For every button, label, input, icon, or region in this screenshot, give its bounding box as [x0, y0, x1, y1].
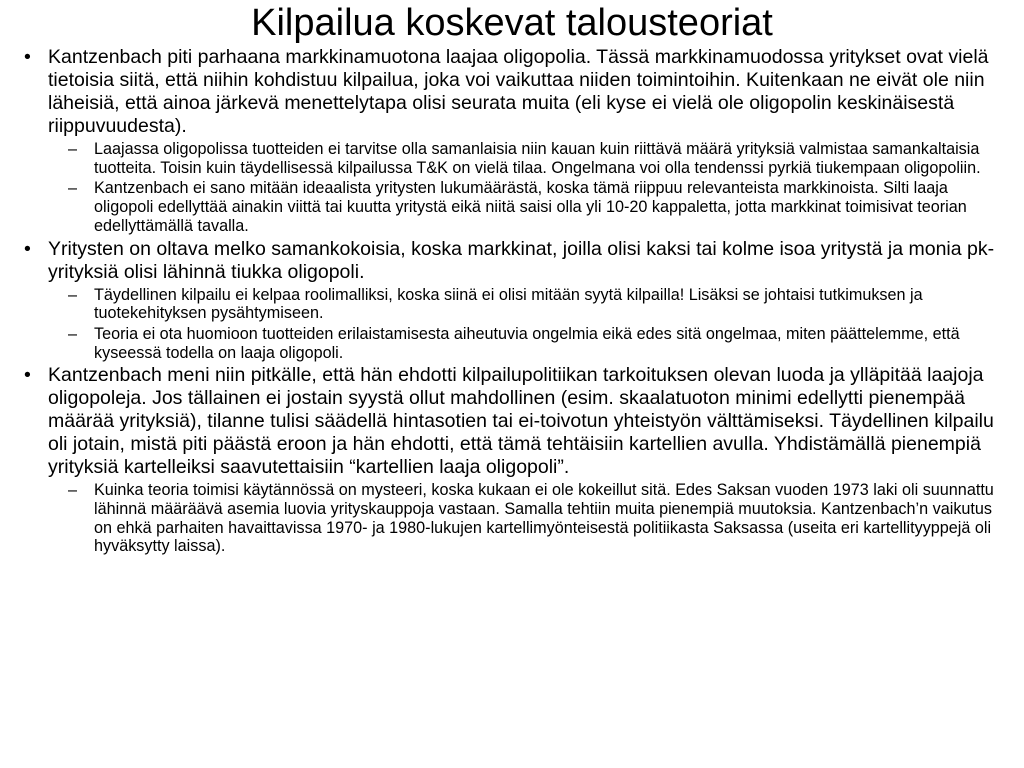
sub-bullet-text: Täydellinen kilpailu ei kelpaa roolimalliksi, koska siinä ei olisi mitään syytä kilpailla! Lisäksi se johtaisi tutkimuksen ja tuotekehityksen pysähtymiseen. — [94, 285, 923, 323]
sub-bullet-item — [20, 179, 1010, 235]
bullet-marker: • — [24, 364, 31, 387]
sub-bullet-marker: – — [68, 324, 78, 343]
bullet-item — [20, 238, 1010, 284]
sub-bullet-text: Kuinka teoria toimisi käytännössä on mysteeri, koska kukaan ei ole kokeillut sitä. Edes Saksan vuoden 1973 laki oli suunnattu lähinnä määräävä asemia luovia yrityskauppoja vastaan. Samalla tehtiin muita pienempiä muutoksia. Kantzenbach’n vaikutus on ehkä parhaiten havaittavissa 1970- ja 1980-lukujen kartellimyönteisestä politiikasta Saksassa (useita eri kartellityyppejä oli hyväksytty laissa). — [94, 481, 994, 556]
sub-bullet-marker: – — [68, 481, 78, 500]
sub-bullet-item — [20, 286, 1010, 323]
bullet-text: Kantzenbach meni niin pitkälle, että hän ehdotti kilpailupolitiikan tarkoituksen olevan luoda ja ylläpitää laajoja oligopoleja. Jos tällainen ei jostain syystä ollut mahdollinen (esim. skaalatuoton minimi edellytti pienempää määrää yrityksiä), tilanne tulisi säädellä hintasotien tai ei-toivotun yhteistyön välttämiseksi. Täydellinen kilpailu oli jotain, mistä piti päästä eroon ja hän ehdotti, että tämä tehtäisiin kartellien avulla. Yhdistämällä pienempiä yrityksiä kartelleiksi saavutettaisiin “kartellien laaja oligopoli”. — [48, 364, 994, 479]
sub-bullet-marker: – — [68, 140, 78, 158]
sub-bullet-item — [20, 481, 1010, 556]
bullet-item — [20, 364, 1010, 479]
bullet-item — [20, 46, 1010, 138]
sub-bullet-item — [20, 325, 1010, 362]
sub-bullet-text: Kantzenbach ei sano mitään ideaalista yritysten lukumäärästä, koska tämä riippuu relevanteista markkinoista. Silti laaja oligopoli edellyttää ainakin viittä tai kuutta yritystä eikä niitä saisi olla yli 10-20 kappaletta, jotta markkinat toimisivat teorian edellyttämällä tavalla. — [94, 179, 967, 235]
bullet-text: Kantzenbach piti parhaana markkinamuotona laajaa oligopolia. Tässä markkinamuodossa yritykset ovat vielä tietoisia siitä, että niihin kohdistuu kilpailua, joka voi vaikuttaa niiden toimintoihin. Kuitenkaan ne eivät ole niin läheisiä, että ainoa järkevä menettelytapa olisi seurata muita (eli kyse ei vielä ole oligopolin keskinäisestä riippuvuudesta). — [48, 46, 989, 137]
slide-title: Kilpailua koskevat talousteoriat — [251, 2, 773, 44]
bullet-text: Yritysten on oltava melko samankokoisia, koska markkinat, joilla olisi kaksi tai kolme isoa yritystä ja monia pk-yrityksiä olisi lähinnä tiukka oligopoli. — [48, 237, 995, 283]
sub-bullet-text: Teoria ei ota huomioon tuotteiden erilaistamisesta aiheutuvia ongelmia eikä edes sitä ongelmaa, miten päättelemme, että kyseessä todella on laaja oligopoli. — [94, 324, 960, 362]
bullet-marker: • — [24, 237, 31, 260]
sub-bullet-marker: – — [68, 285, 78, 304]
bullet-marker: • — [24, 46, 31, 68]
sub-bullet-item — [20, 140, 1010, 177]
sub-bullet-marker: – — [68, 179, 78, 198]
sub-bullet-text: Laajassa oligopolissa tuotteiden ei tarvitse olla samanlaisia niin kauan kuin riittävä määrä yrityksiä valmistaa samankaltaisia tuotteita. Toisin kuin täydellisessä kilpailussa T&K on vielä tilaa. Ongelmana voi olla tendenssi pyrkiä tiukempaan oligopoliin. — [94, 140, 981, 177]
slide-content — [20, 46, 1010, 558]
